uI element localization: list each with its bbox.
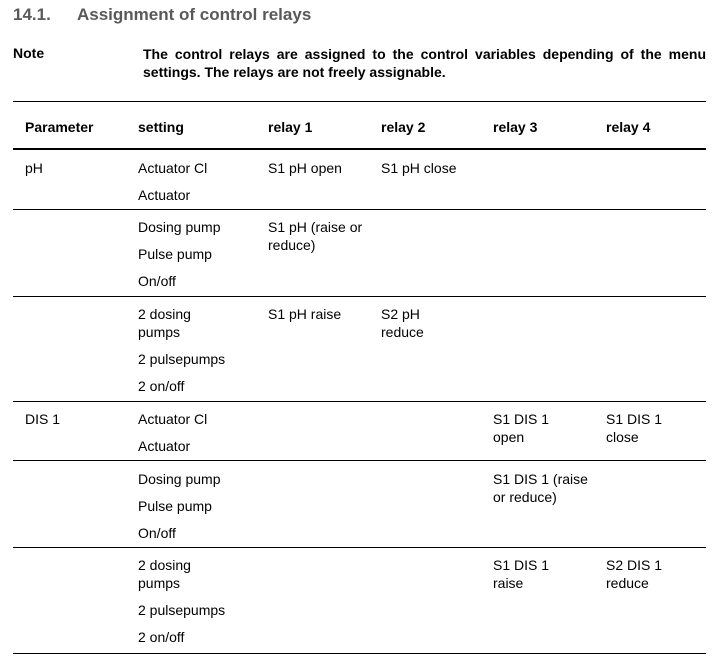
parameter-cell: pH xyxy=(25,160,43,176)
column-header-relay-1: relay 1 xyxy=(268,119,313,135)
section-number: 14.1. xyxy=(13,5,51,24)
column-header-relay-3: relay 3 xyxy=(493,119,538,135)
table-row xyxy=(13,297,706,402)
table-row xyxy=(13,210,706,297)
relay-3-cell: S1 DIS 1 (raise or reduce) xyxy=(493,471,588,505)
setting-option: On/off xyxy=(138,525,176,541)
relay-4-cell: S2 DIS 1 reduce xyxy=(606,557,663,591)
table-row xyxy=(13,150,706,210)
column-header-relay-2: relay 2 xyxy=(381,119,426,135)
column-header-parameter: Parameter xyxy=(25,119,94,135)
setting-option: Actuator xyxy=(138,438,191,454)
table-row xyxy=(13,402,706,461)
relay-1-cell: S1 pH raise xyxy=(268,306,342,322)
setting-cell xyxy=(138,159,253,213)
setting-option: 2 on/off xyxy=(138,378,185,394)
setting-option: 2 on/off xyxy=(138,629,185,645)
setting-option: 2 pulsepumps xyxy=(138,602,226,618)
relay-3-cell: S1 DIS 1 raise xyxy=(493,557,550,591)
setting-option: On/off xyxy=(138,273,176,289)
setting-cell xyxy=(138,556,253,655)
setting-cell xyxy=(138,218,253,299)
note-label: Note xyxy=(13,45,45,61)
relay-1-cell: S1 pH (raise or reduce) xyxy=(268,219,363,253)
column-header-setting: setting xyxy=(138,119,184,135)
column-header-relay-4: relay 4 xyxy=(606,119,651,135)
setting-cell xyxy=(138,410,253,464)
setting-option: Pulse pump xyxy=(138,246,212,262)
setting-cell xyxy=(138,305,253,404)
relay-2-cell: S1 pH close xyxy=(381,160,457,176)
table-row xyxy=(13,548,706,654)
setting-option: 2 dosing pumps xyxy=(138,306,191,340)
relay-assignment-table xyxy=(13,101,706,654)
relay-1-cell: S1 pH open xyxy=(268,160,342,176)
section-heading xyxy=(13,5,311,25)
setting-option: Pulse pump xyxy=(138,498,212,514)
setting-cell xyxy=(138,470,253,551)
setting-option: 2 dosing pumps xyxy=(138,557,191,591)
setting-option: 2 pulsepumps xyxy=(138,351,226,367)
setting-option: Dosing pump xyxy=(138,219,221,235)
note-text: The control relays are assigned to the control variables depending of the menu settings. The relays are not freely assignable. xyxy=(143,46,706,80)
section-title: Assignment of control relays xyxy=(77,5,312,24)
setting-option: Actuator xyxy=(138,187,191,203)
setting-option: Actuator Cl xyxy=(138,411,208,427)
parameter-cell: DIS 1 xyxy=(25,411,61,427)
setting-option: Actuator Cl xyxy=(138,160,208,176)
relay-4-cell: S1 DIS 1 close xyxy=(606,411,663,445)
table-header-row xyxy=(13,101,706,150)
setting-option: Dosing pump xyxy=(138,471,221,487)
table-row xyxy=(13,461,706,548)
relay-2-cell: S2 pH reduce xyxy=(381,306,424,340)
relay-3-cell: S1 DIS 1 open xyxy=(493,411,550,445)
